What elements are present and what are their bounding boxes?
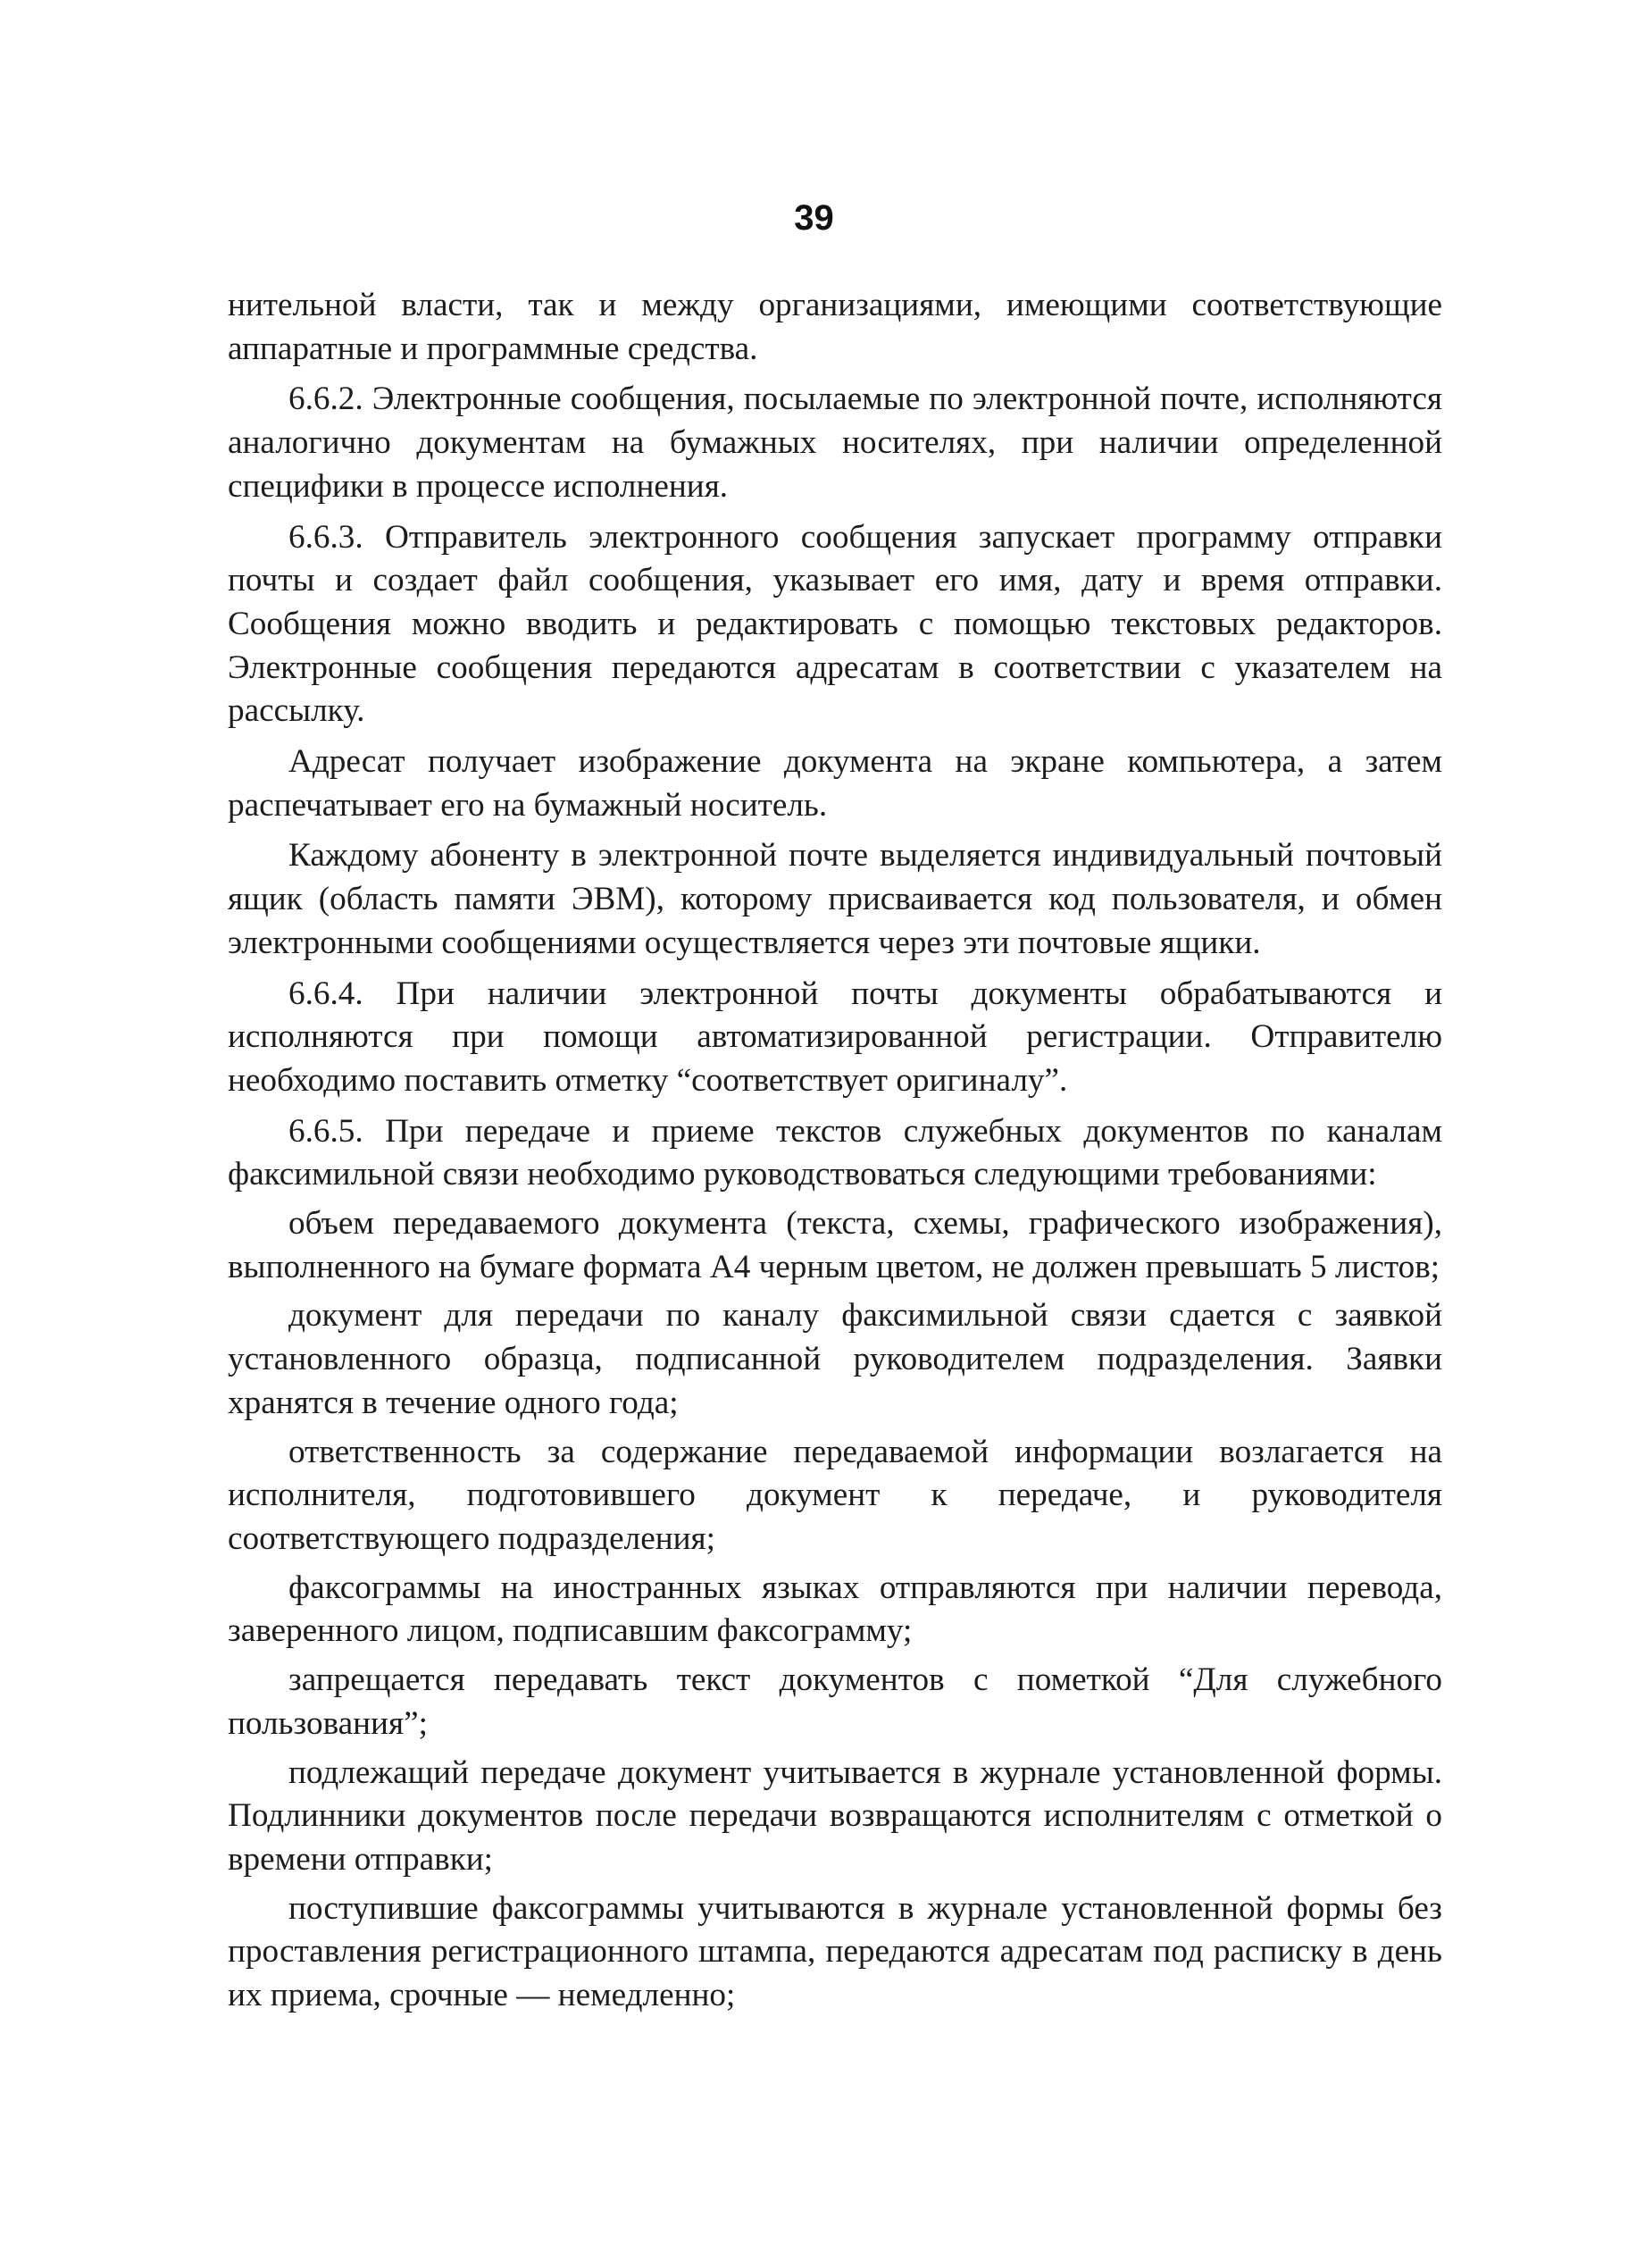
requirement-item: поступившие факсограммы учитываются в журнале установленной формы без проставления регистрационного штампа, передаются адресатам под расписку в день их приема, срочные — немедленно; — [228, 1889, 1442, 2014]
requirement-item: подлежащий передаче документ учитывается в журнале установленной формы. Подлинники документов после передачи возвращаются исполнителям с отметкой о времени отправки; — [228, 1753, 1442, 1878]
paragraph-6-6-5: 6.6.5. При передаче и приеме текстов служебных документов по каналам факсимильной связи необходимо руководствоваться следующими требованиями: — [228, 1112, 1442, 1193]
paragraph-mailbox: Каждому абоненту в электронной почте выделяется индивидуальный почтовый ящик (область памяти ЭВМ), которому присваивается код пользователя, и обмен электронными сообщениями осуществляется через эти почтовые ящики. — [228, 837, 1442, 961]
paragraph-6-6-2: 6.6.2. Электронные сообщения, посылаемые по электронной почте, исполняются аналогично документам на бумажных носителях, при наличии определенной специфики в процессе исполнения. — [228, 381, 1442, 505]
requirement-item: объем передаваемого документа (текста, схемы, графического изображения), выполненного на бумаге формата А4 черным цветом, не должен превышать 5 листов; — [228, 1205, 1442, 1285]
paragraph-addressee: Адресат получает изображение документа на экране компьютера, а затем распечатывает его на бумажный носитель. — [228, 743, 1442, 824]
paragraph-6-6-4: 6.6.4. При наличии электронной почты документы обрабатываются и исполняются при помощи автоматизированной регистрации. Отправителю необходимо поставить отметку “соответствует оригиналу”. — [228, 975, 1442, 1099]
page-number: 39 — [794, 198, 834, 238]
paragraph-6-6-3: 6.6.3. Отправитель электронного сообщения запускает программу отправки почты и создает файл сообщения, указывает его имя, дату и время отправки. Сообщения можно вводить и редактировать с помощью текстовых редакторов. Электронные сообщения передаются адресатам в соответствии с указателем на рассылку. — [228, 518, 1442, 730]
requirement-item: документ для передачи по каналу факсимильной связи сдается с заявкой установленного образца, подписанной руководителем подразделения. Заявки хранятся в течение одного года; — [228, 1297, 1442, 1421]
paragraph-continuation: нительной власти, так и между организациями, имеющими соответствующие аппаратные и программные средства. — [228, 287, 1442, 367]
requirement-item: факсограммы на иностранных языках отправляются при наличии перевода, заверенного лицом, подписавшим факсограмму; — [228, 1569, 1442, 1650]
requirement-item: ответственность за содержание передаваемой информации возлагается на исполнителя, подготовившего документ к передаче, и руководителя соответствующего подразделения; — [228, 1433, 1442, 1557]
body-text — [228, 284, 1442, 2018]
requirement-item: запрещается передавать текст документов с пометкой “Для служебного пользования”; — [228, 1661, 1442, 1742]
